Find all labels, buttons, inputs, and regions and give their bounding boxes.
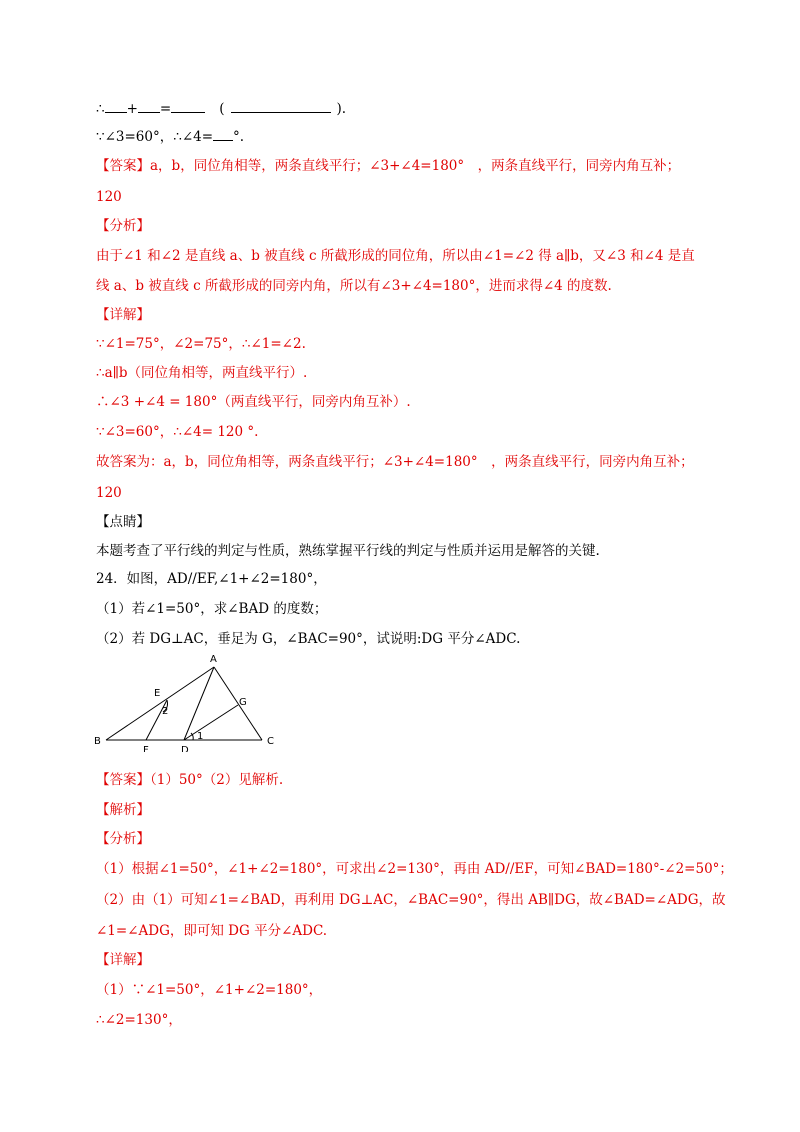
analysis-2-line-1: （1）根据∠1=50°，∠1+∠2=180°，可求出∠2=130°，再由 AD//EF，可知∠BAD=180°-∠2=50°； xyxy=(96,861,733,877)
label-d: D xyxy=(181,745,189,752)
blank-3 xyxy=(171,99,205,113)
final-answer-1: 故答案为：a，b，同位角相等，两条直线平行；∠3+∠4=180° ，两条直线平行，同旁内角互补； xyxy=(96,454,694,470)
answer-label: 【答案】 xyxy=(96,158,150,174)
jiexi-title: 【解析】 xyxy=(96,802,150,818)
therefore-symbol: ∴ xyxy=(96,101,105,117)
label-angle-2: 2 xyxy=(162,706,169,717)
question-24: 24．如图，AD//EF,∠1+∠2=180°， xyxy=(96,571,327,587)
segment-ac xyxy=(214,667,262,740)
segment-ba xyxy=(106,667,214,740)
answer-1 xyxy=(96,157,680,175)
analysis-1-line-1: 由于∠1 和∠2 是直线 a、b 被直线 c 所截形成的同位角，所以由∠1=∠2 得 a∥b，又∠3 和∠4 是直 xyxy=(96,248,695,264)
plus-sign: + xyxy=(126,101,138,117)
segment-ad xyxy=(184,667,214,740)
blank-4 xyxy=(231,99,331,113)
label-e: E xyxy=(154,688,161,699)
detail-2-line-1: （1）∵∠1=50°，∠1+∠2=180°， xyxy=(96,982,323,998)
answer-text: a，b，同位角相等，两条直线平行；∠3+∠4=180° ，两条直线平行，同旁内角互补； xyxy=(150,158,681,174)
detail-1-line-4: ∵∠3=60°，∴∠4= 120 °. xyxy=(96,424,259,440)
analysis-2-line-2: （2）由（1）可知∠1=∠BAD，再利用 DG⊥AC，∠BAC=90°，得出 AB∥DG，故∠BAD=∠ADG，故 xyxy=(96,892,726,908)
detail-1-title: 【详解】 xyxy=(96,307,150,323)
fill-blank-line-2 xyxy=(96,127,244,146)
answer-2 xyxy=(96,771,283,789)
analysis-1-title: 【分析】 xyxy=(96,218,150,234)
detail-1-line-2: ∴a∥b（同位角相等，两直线平行）. xyxy=(96,365,308,381)
blank-1 xyxy=(105,99,127,113)
label-g: G xyxy=(239,697,247,708)
point-text: 本题考查了平行线的判定与性质，熟练掌握平行线的判定与性质并运用是解答的关键. xyxy=(96,543,600,559)
equals-sign: = xyxy=(159,101,172,117)
answer-1-cont: 120 xyxy=(96,189,122,205)
close-paren: ). xyxy=(336,101,347,117)
geometry-figure xyxy=(94,652,294,752)
detail-2-title: 【详解】 xyxy=(96,952,150,968)
point-title: 【点睛】 xyxy=(96,514,150,530)
given-text: ∵∠3=60°，∴∠4= xyxy=(96,129,214,145)
blank-2 xyxy=(138,99,160,113)
label-b: B xyxy=(94,736,101,747)
question-24-part-2: （2）若 DG⊥AC，垂足为 G，∠BAC=90°，试说明:DG 平分∠ADC. xyxy=(96,631,521,647)
question-24-part-1: （1）若∠1=50°，求∠BAD 的度数； xyxy=(96,601,328,617)
degree-text: °. xyxy=(233,129,245,145)
detail-1-line-1: ∵∠1=75°，∠2=75°，∴∠1=∠2. xyxy=(96,336,306,352)
answer-text: （1）50°（2）见解析. xyxy=(150,772,284,788)
label-angle-1: 1 xyxy=(197,731,204,742)
detail-2-line-2: ∴∠2=130°， xyxy=(96,1012,182,1028)
label-f: F xyxy=(143,745,149,752)
detail-1-line-3: ∴∠3 +∠4 = 180°（两直线平行，同旁内角互补）. xyxy=(96,394,411,410)
analysis-2-line-3: ∠1=∠ADG，即可知 DG 平分∠ADC. xyxy=(96,923,328,939)
answer-label: 【答案】 xyxy=(96,772,150,788)
blank-5 xyxy=(213,127,233,141)
analysis-1-line-2: 线 a、b 被直线 c 所截形成的同旁内角，所以有∠3+∠4=180°，进而求得∠4 的度数. xyxy=(96,278,612,294)
label-c: C xyxy=(267,736,274,747)
final-answer-1-cont: 120 xyxy=(96,485,122,501)
open-paren: ( xyxy=(219,101,225,117)
label-a: A xyxy=(210,654,217,665)
analysis-2-title: 【分析】 xyxy=(96,831,150,847)
fill-blank-line-1 xyxy=(96,99,346,118)
